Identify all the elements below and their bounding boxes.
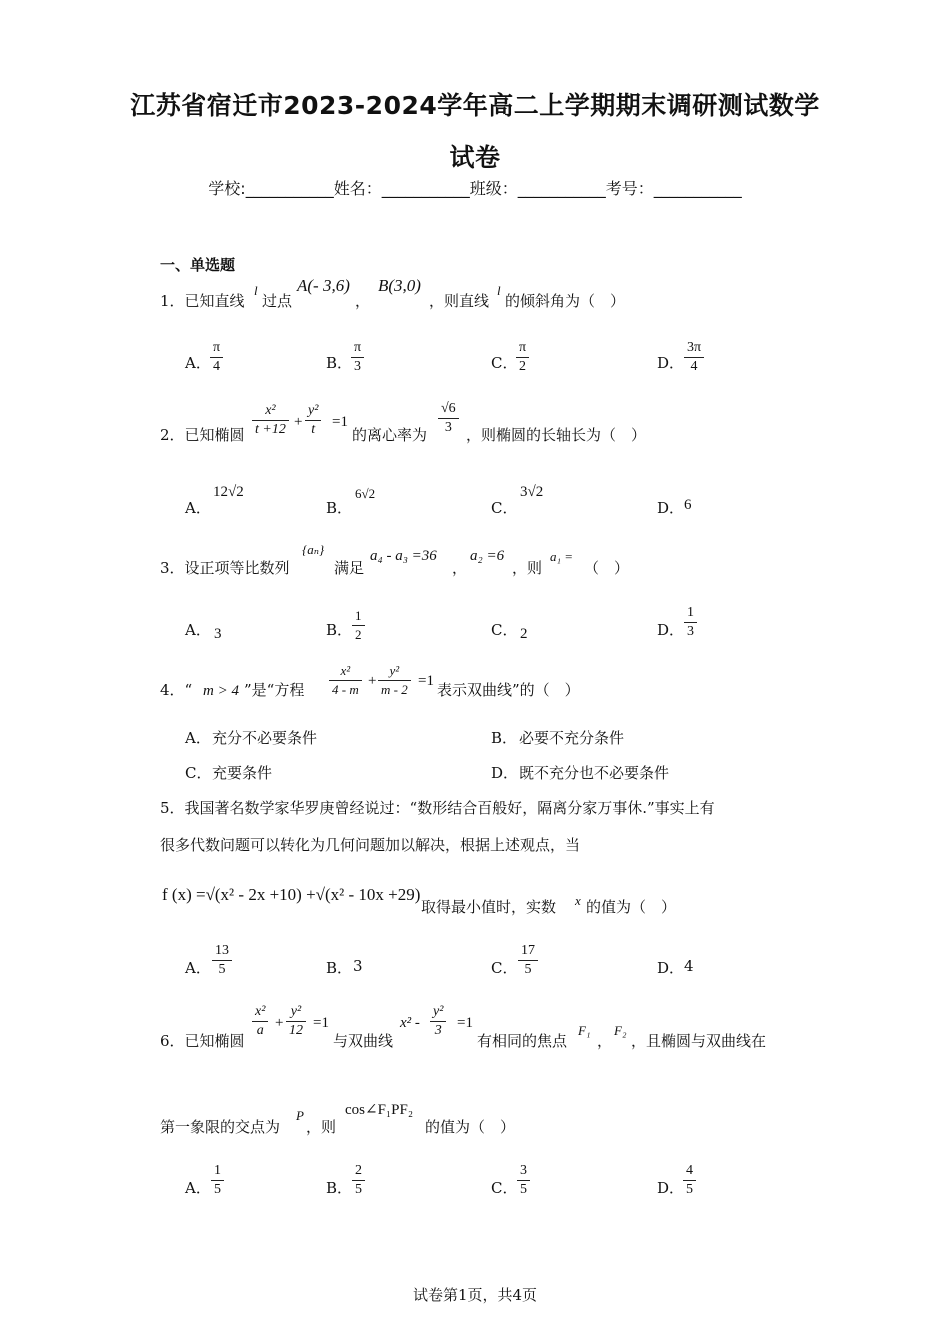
q6-text3: ，且椭圆与双曲线在 [631,1032,767,1050]
q6-comma: ， [597,1032,613,1050]
q4-option-b-label[interactable]: B． [491,729,518,747]
q1-option-b-value: $\frac{\pi}{3}$ [351,339,364,376]
q3-option-b-label[interactable]: B． [326,621,353,639]
q6-option-c-value: $\frac{3}{5}$ [517,1162,530,1199]
q5-text2: 的值为（ ） [586,898,677,916]
q2-eccentricity: $\frac{√6}{3}$ [438,400,459,437]
question-3-prefix: 3．设正项等比数列 [160,559,290,577]
q2-text: 的离心率为 [352,426,428,444]
q1-point-b: B(3,0) [378,276,421,295]
page-title: 江苏省宿迁市2023-2024学年高二上学期期末调研测试数学 [130,91,820,120]
q3-option-a-label[interactable]: A． [185,621,211,639]
q5-option-a-value: $\frac{13}{5}$ [212,942,232,979]
question-5-line2: 很多代数问题可以转化为几何问题加以解决，根据上述观点，当 [160,836,581,854]
q6-cosine: cos∠F₁PF₂ [345,1102,414,1118]
q2-option-c-value: 3√2 [520,484,544,500]
q3-option-d-value: $\frac{1}{3}$ [684,604,697,641]
q6-focus-f1: F₁ [578,1023,591,1038]
q4-option-a-value: 充分不必要条件 [212,729,318,747]
q4-option-d-value: 既不充分也不必要条件 [519,764,670,782]
q3-text: 满足 [334,559,365,577]
q3-condition2: a₂ =6 [470,548,505,564]
q1-option-a-value: $\frac{\pi}{4}$ [210,339,223,376]
q4-text2: 表示双曲线”的（ ） [437,681,580,699]
q1-option-a-label[interactable]: A． [185,354,211,372]
q1-text: 过点 [262,292,293,310]
q3-option-c-value: 2 [520,626,528,642]
student-info-line: 学校:___________姓名：___________班级：___________考号：___________ [208,179,742,198]
q5-formula: f (x) =√(x² - 2x +10) +√(x² - 10x +29) [162,885,421,904]
q6-option-b-label[interactable]: B． [326,1179,353,1197]
q5-option-b-value: 3 [353,957,363,975]
q2-option-a-value: 12√2 [213,484,244,500]
q6-then: ，则 [306,1118,337,1136]
q2-option-b-value: 6√2 [355,486,376,501]
q6-text4: 的值为（ ） [425,1118,516,1136]
q1-option-d-label[interactable]: D． [657,354,685,372]
q6-option-d-value: $\frac{4}{5}$ [683,1162,696,1199]
q2-option-d-value: 6 [684,497,692,513]
q4-option-d-label[interactable]: D． [491,764,519,782]
q4-option-b-value: 必要不充分条件 [519,729,625,747]
q4-plus: + [368,673,377,689]
q2-ellipse-term2: $\frac{\text{y²}}{t}$ [305,402,321,439]
q3-sequence: {aₙ} [302,542,325,557]
q2-option-a-label[interactable]: A． [185,499,211,517]
q3-paren: （ ） [584,559,630,577]
q4-option-a-label[interactable]: A． [185,729,211,747]
q5-option-d-label[interactable]: D． [657,959,685,977]
q4-equals: =1 [418,673,434,689]
q6-focus-f2: F₂ [614,1023,627,1038]
q6-hyperbola-term: $\frac{\text{y²}}{3}$ [430,1003,446,1040]
q5-var-x: x [575,893,581,908]
q3-text2: ，则 [512,559,543,577]
q5-option-b-label[interactable]: B． [326,959,353,977]
q6-option-b-value: $\frac{2}{5}$ [352,1162,365,1199]
q6-plus: + [275,1015,284,1031]
q2-option-c-label[interactable]: C． [491,499,518,517]
q6-text: 与双曲线 [333,1032,394,1050]
q5-option-c-value: $\frac{17}{5}$ [518,942,538,979]
q3-option-c-label[interactable]: C． [491,621,518,639]
question-1-prefix: 1．已知直线 [160,292,245,310]
q1-option-c-label[interactable]: C． [491,354,518,372]
q2-ellipse-term1: $\frac{\text{x²}}{t +12}$ [252,402,289,439]
q6-hyperbola-x: x² - [400,1015,420,1031]
q6-ellipse-term2: $\frac{\text{y²}}{12}$ [286,1003,306,1040]
q6-option-a-value: $\frac{1}{5}$ [211,1162,224,1199]
q6-equals2: =1 [457,1015,473,1031]
q3-a1: a₁ = [550,549,574,564]
q1-option-c-value: $\frac{\pi}{2}$ [516,339,529,376]
q2-option-d-label[interactable]: D． [657,499,685,517]
q4-term1: $\frac{\text{x²}}{4 - m}$ [329,662,362,699]
q1-text3: 的倾斜角为（ ） [505,292,626,310]
q4-condition: m > 4 [203,683,239,699]
page-footer: 试卷第1页，共4页 [412,1286,538,1304]
q3-option-d-label[interactable]: D． [657,621,685,639]
question-6-line2: 第一象限的交点为 [160,1118,281,1136]
q4-term2: $\frac{\text{y²}}{m - 2}$ [378,662,411,699]
q3-option-a-value: 3 [214,626,222,642]
q1-option-b-label[interactable]: B． [326,354,353,372]
q5-option-a-label[interactable]: A． [185,959,211,977]
q2-plus: + [294,414,303,430]
page-title-line2: 试卷 [449,143,501,172]
q6-option-d-label[interactable]: D． [657,1179,685,1197]
q2-equals: =1 [332,414,348,430]
q2-text2: ，则椭圆的长轴长为（ ） [466,426,647,444]
q3-option-b-value: $\frac{1}{2}$ [352,607,365,644]
q1-var-l: l [254,283,258,298]
q1-point-a: A(- 3,6) [297,276,350,295]
question-4-prefix: 4．“ [160,681,193,699]
q4-option-c-value: 充要条件 [212,764,273,782]
q6-point-p: P [296,1108,304,1123]
q4-text: ”是“方程 [244,681,305,699]
q3-condition1: a₄ - a₃ =36 [370,548,437,564]
q5-text: 取得最小值时，实数 [421,898,557,916]
q4-option-c-label[interactable]: C． [185,764,212,782]
q3-comma: ， [452,559,468,577]
q1-option-d-value: $\frac{3\pi}{4}$ [684,339,704,376]
q6-ellipse-term1: $\frac{\text{x²}}{a}$ [252,1003,268,1040]
q6-equals: =1 [313,1015,329,1031]
q5-option-c-label[interactable]: C． [491,959,518,977]
q6-text2: 有相同的焦点 [477,1032,568,1050]
q1-comma: ， [355,292,371,310]
q1-text2: ，则直线 [429,292,490,310]
question-2-prefix: 2．已知椭圆 [160,426,245,444]
q2-option-b-label[interactable]: B． [326,499,353,517]
q1-var-l2: l [497,283,501,298]
q6-option-c-label[interactable]: C． [491,1179,518,1197]
q6-option-a-label[interactable]: A． [185,1179,211,1197]
q5-option-d-value: 4 [684,957,694,975]
section-heading: 一、单选题 [160,256,236,274]
question-5-line1: 5．我国著名数学家华罗庚曾经说过：“数形结合百般好，隔离分家万事休.”事实上有 [160,799,715,817]
question-6-prefix: 6．已知椭圆 [160,1032,245,1050]
